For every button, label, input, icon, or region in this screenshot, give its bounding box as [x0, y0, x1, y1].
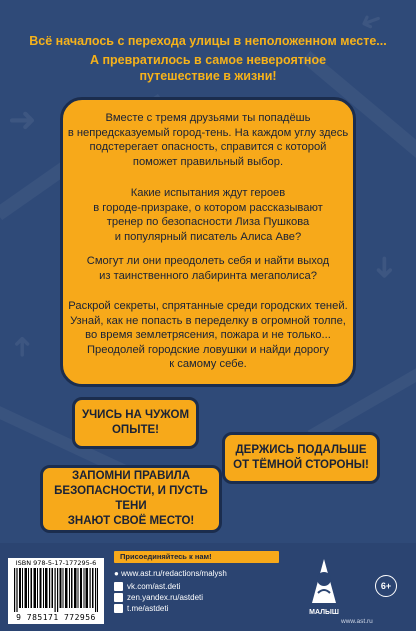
- telegram-icon: [114, 604, 123, 613]
- bg-arrow-icon: ➜: [367, 254, 403, 281]
- site-url: www.ast.ru: [341, 618, 373, 625]
- join-us-label: Присоединяйтесь к нам!: [114, 551, 279, 563]
- globe-icon: ●: [114, 568, 122, 578]
- description-box: [60, 97, 356, 387]
- description-paragraph-2: Какие испытания ждут героев в городе-призраке, о котором рассказывают тренер по безопасности Лиза Пушкова и популярный писатель Алиса Аве?: [93, 187, 323, 243]
- zen-icon: [114, 593, 123, 602]
- barcode: [8, 558, 104, 624]
- barcode-number: 9 785171 772956: [16, 613, 96, 622]
- link-telegram-text: t.me/astdeti: [127, 603, 169, 613]
- footer-bar: [0, 543, 416, 631]
- description-paragraph-3: Смогут ли они преодолеть себя и найти выход из таинственного лабиринта мегаполиса?: [86, 255, 330, 282]
- sign-learn-from-others: УЧИСЬ НА ЧУЖОМ ОПЫТЕ!: [72, 397, 199, 449]
- age-rating-badge: 6+: [375, 575, 397, 597]
- sign-remember-safety-rules: ЗАПОМНИ ПРАВИЛА БЕЗОПАСНОСТИ, И ПУСТЬ ТЕНИ ЗНАЮТ СВОЁ МЕСТО!: [40, 465, 222, 533]
- isbn-text: ISBN 978-5-17-177295-6: [15, 559, 97, 567]
- description-paragraph-1: Вместе с тремя друзьями ты попадёшь в непредсказуемый город-тень. На каждом углу здесь подстерегает опасность, справится с которой поможет правильный выбор.: [67, 112, 349, 168]
- link-website-text: www.ast.ru/redactions/malysh: [121, 568, 227, 578]
- link-telegram[interactable]: [114, 602, 168, 614]
- vk-icon: [114, 582, 123, 591]
- bg-arrow-icon: ➜: [8, 100, 37, 140]
- publisher-name: МАЛЫШ: [309, 609, 339, 616]
- intro-line-3: путешествие в жизни!: [139, 69, 277, 83]
- bg-arrow-icon: ➜: [5, 334, 39, 359]
- publisher-logo-icon: [304, 553, 344, 609]
- barcode-bars: [14, 568, 98, 612]
- intro-line-1: Всё началось с перехода улицы в неположенном месте...: [29, 34, 387, 48]
- link-vk-text: vk.com/ast.deti: [127, 581, 181, 591]
- sign-stay-away-dark-side: ДЕРЖИСЬ ПОДАЛЬШЕ ОТ ТЁМНОЙ СТОРОНЫ!: [222, 432, 380, 484]
- intro-line-2: А превратилось в самое невероятное: [89, 53, 327, 67]
- description-paragraph-4: Раскрой секреты, спрятанные среди городских теней. Узнай, как не попасть в переделку в огромной толпе, во время землетрясения, пожара и не только... Преодолей городские ловушки и найди дорогу к самому себе.: [68, 300, 348, 370]
- link-website[interactable]: [114, 567, 227, 579]
- link-zen-text: zen.yandex.ru/astdeti: [127, 592, 204, 602]
- bg-arrow-icon: ➜: [355, 3, 387, 39]
